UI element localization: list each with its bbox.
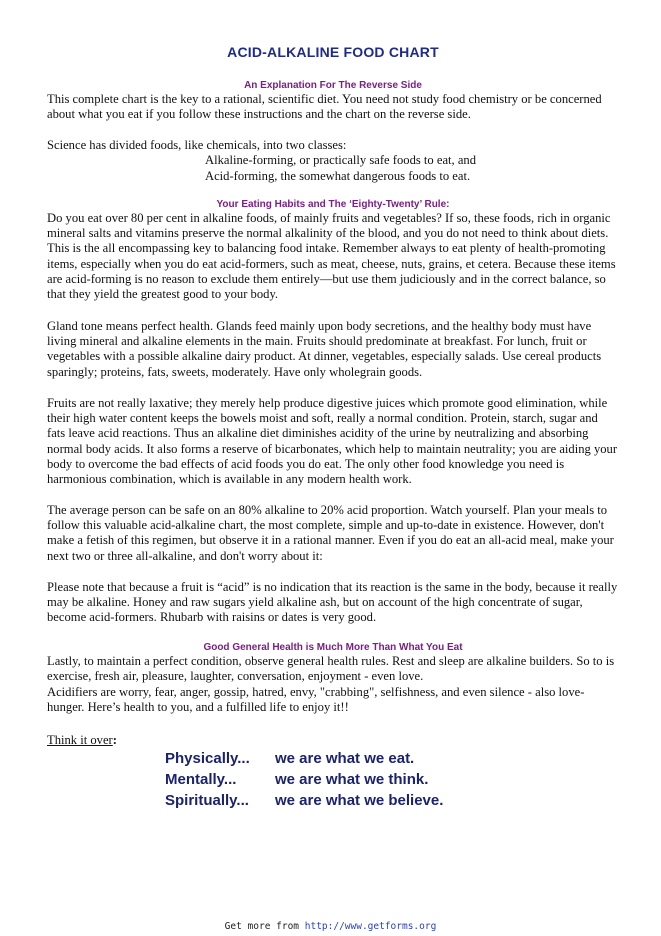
think-it-over-colon: : xyxy=(112,733,117,747)
page-footer xyxy=(0,921,661,932)
motto-row xyxy=(165,769,443,790)
motto-key: Spiritually... xyxy=(165,792,249,809)
paragraph-health-rules: Lastly, to maintain a perfect condition, observe general health rules. Rest and sleep are alkaline builders. So to is exercise, fresh air, pleasure, laughter, conversation, enjoyment - even love. xyxy=(47,654,615,684)
motto-row xyxy=(165,748,443,769)
motto-value: we are what we believe. xyxy=(275,792,444,809)
section-heading-general-health: Good General Health is Much More Than What You Eat xyxy=(203,642,463,653)
motto-block xyxy=(165,748,443,811)
think-it-over xyxy=(47,733,117,748)
section-heading-eating-habits: Your Eating Habits and The ‘Eighty-Twenty’ Rule: xyxy=(216,199,450,210)
paragraph-fruits: Fruits are not really laxative; they merely help produce digestive juices which promote good elimination, while their high water content keeps the bowels moist and soft, really a normal condition. Protein, starch, sugar and fats leave acid reactions. Thus an alkaline diet diminishes acidity of the urine by neutralizing and absorbing normal body acids. It also forms a reserve of bicarbonates, which help to maintain neutrality; you are aiding your body to overcome the bad effects of acid foods you do eat. The only other food knowledge you need is harmonious combination, which is available in any modern health work. xyxy=(47,396,618,487)
paragraph-fruit-acid-note: Please note that because a fruit is “acid” is no indication that its reaction is the same in the body, because it really may be alkaline. Honey and raw sugars yield alkaline ash, but on account of the high concentrate of sugar, become acid-formers. Rhubarb with raisins or dates is very good. xyxy=(47,580,618,625)
paragraph-classes-intro: Science has divided foods, like chemicals, into two classes: xyxy=(47,138,347,152)
motto-value: we are what we think. xyxy=(275,771,429,788)
paragraph-intro: This complete chart is the key to a rational, scientific diet. You need not study food chemistry or be concerned about what you eat if you follow these instructions and the chart on the reverse side. xyxy=(47,92,602,122)
footer-prefix: Get more from xyxy=(224,921,305,932)
section-heading-explanation: An Explanation For The Reverse Side xyxy=(244,80,422,91)
motto-key: Physically... xyxy=(165,750,250,767)
paragraph-eighty-twenty: Do you eat over 80 per cent in alkaline foods, of mainly fruits and vegetables? If so, these foods, rich in organic mineral salts and vitamins preserve the normal alkalinity of the blood, and you do not need to think about diets. This is the all encompassing key to balancing food intake. Remember always to eat plenty of health-promoting items, especially when you do eat acid-formers, such as meat, cheese, nuts, grains, et cetera. Because these items are acid-forming is no reason to exclude them entirely—but use them judiciously and in the correct balance, so that they yield the greatest good to your body. xyxy=(47,211,616,302)
motto-key: Mentally... xyxy=(165,771,237,788)
motto-row xyxy=(165,790,443,811)
footer-link[interactable]: http://www.getforms.org xyxy=(304,921,437,932)
paragraph-gland-tone: Gland tone means perfect health. Glands feed mainly upon body secretions, and the healthy body must have living mineral and alkaline elements in the main. Fruits should predominate at breakfast. For lunch, fruit or vegetables with a possible alkaline dairy product. At dinner, vegetables, especially salads. Use cereal products sparingly; proteins, fats, sweets, moderately. Have only wholegrain goods. xyxy=(47,319,602,379)
think-it-over-label: Think it over xyxy=(47,733,113,747)
document-title: ACID-ALKALINE FOOD CHART xyxy=(227,44,439,60)
class-alkaline: Alkaline-forming, or practically safe foods to eat, and xyxy=(205,153,477,167)
motto-value: we are what we eat. xyxy=(275,750,415,767)
class-acid: Acid-forming, the somewhat dangerous foods to eat. xyxy=(205,169,471,183)
paragraph-acidifiers: Acidifiers are worry, fear, anger, gossip, hatred, envy, "crabbing", selfishness, and even silence - also love-hunger. Here’s health to you, and a fulfilled life to enjoy it!! xyxy=(47,685,585,715)
paragraph-average-person: The average person can be safe on an 80% alkaline to 20% acid proportion. Watch yourself. Plan your meals to follow this valuable acid-alkaline chart, the most complete, simple and up-to-date in existence. However, don't make a fetish of this regimen, but observe it in a rational manner. Even if you do eat an all-acid meal, make your next two or three all-alkaline, and don't worry about it: xyxy=(47,503,614,563)
